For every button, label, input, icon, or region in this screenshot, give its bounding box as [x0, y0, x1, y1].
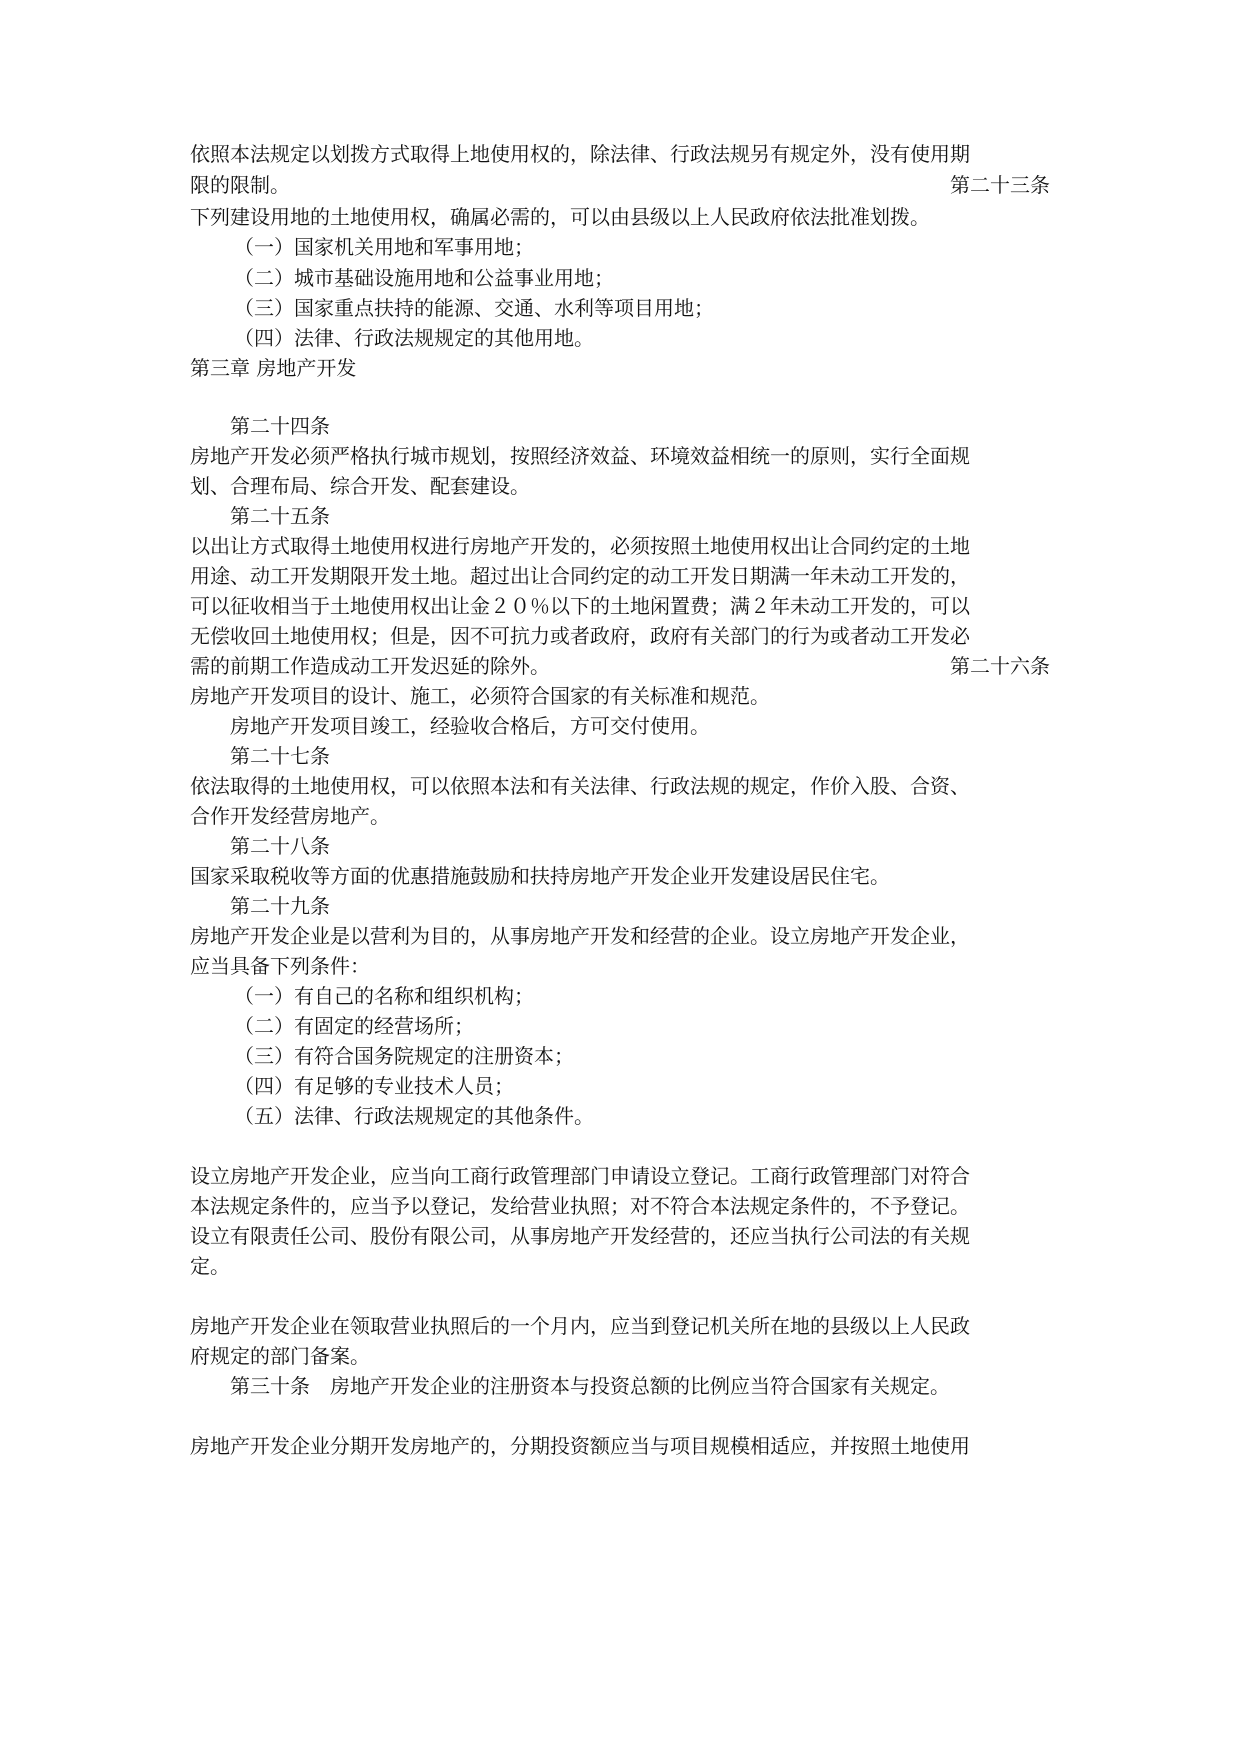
- text-line: [190, 294, 1050, 322]
- line-text: 需的前期工作造成动工开发迟延的除外。: [190, 654, 550, 678]
- text-line: [190, 1252, 1050, 1280]
- text-line: [190, 772, 1050, 800]
- line-text: （三）有符合国务院规定的注册资本；: [234, 1044, 574, 1068]
- line-text: 第二十四条: [230, 414, 330, 438]
- line-text: 房地产开发必须严格执行城市规划，按照经济效益、环境效益相统一的原则，实行全面规: [190, 444, 970, 468]
- line-text: 定。: [190, 1254, 230, 1278]
- text-line: [190, 922, 1050, 950]
- line-text: 应当具备下列条件：: [190, 954, 370, 978]
- line-text: （四）有足够的专业技术人员；: [234, 1074, 514, 1098]
- line-text: 第二十八条: [230, 834, 330, 858]
- text-line: [190, 562, 1050, 590]
- line-text: （三）国家重点扶持的能源、交通、水利等项目用地；: [234, 296, 714, 320]
- text-line: [190, 140, 1050, 168]
- line-text: （四）法律、行政法规规定的其他用地。: [234, 326, 594, 350]
- text-line: [190, 1012, 1050, 1040]
- line-text: （二）城市基础设施用地和公益事业用地；: [234, 266, 614, 290]
- line-text: 设立房地产开发企业，应当向工商行政管理部门申请设立登记。工商行政管理部门对符合: [190, 1164, 970, 1188]
- line-text: 第三章 房地产开发: [190, 356, 357, 380]
- text-line: [190, 1042, 1050, 1070]
- line-text: 第三十条 房地产开发企业的注册资本与投资总额的比例应当符合国家有关规定。: [230, 1374, 950, 1398]
- text-line: [190, 532, 1050, 560]
- text-line: [190, 203, 1050, 231]
- text-line: [190, 233, 1050, 261]
- text-line: [190, 802, 1050, 830]
- text-line: [190, 354, 1050, 382]
- line-text: 无偿收回土地使用权；但是，因不可抗力或者政府，政府有关部门的行为或者动工开发必: [190, 624, 970, 648]
- article-heading-right: 第二十三条: [950, 173, 1050, 197]
- text-line: [190, 592, 1050, 620]
- line-text: 第二十九条: [230, 894, 330, 918]
- text-line: [190, 324, 1050, 352]
- text-line: [190, 1102, 1050, 1130]
- text-line: [190, 952, 1050, 980]
- line-text: （二）有固定的经营场所；: [234, 1014, 474, 1038]
- line-text: 设立有限责任公司、股份有限公司，从事房地产开发经营的，还应当执行公司法的有关规: [190, 1224, 970, 1248]
- line-text: （一）国家机关用地和军事用地；: [234, 235, 534, 259]
- text-line: [190, 1192, 1050, 1220]
- line-text: 房地产开发项目竣工，经验收合格后，方可交付使用。: [230, 714, 710, 738]
- text-line: [190, 982, 1050, 1010]
- line-text: 合作开发经营房地产。: [190, 804, 390, 828]
- line-text: 划、合理布局、综合开发、配套建设。: [190, 474, 530, 498]
- line-text: 用途、动工开发期限开发土地。超过出让合同约定的动工开发日期满一年未动工开发的，: [190, 564, 970, 588]
- text-line: [190, 264, 1050, 292]
- line-text: （一）有自己的名称和组织机构；: [234, 984, 534, 1008]
- text-line: [190, 442, 1050, 470]
- text-line: [190, 171, 1050, 199]
- text-line: [190, 652, 1050, 680]
- text-line: [190, 472, 1050, 500]
- text-line: [190, 1432, 1050, 1460]
- text-line: [190, 1072, 1050, 1100]
- article-heading-right: 第二十六条: [950, 654, 1050, 678]
- line-text: 本法规定条件的，应当予以登记，发给营业执照；对不符合本法规定条件的，不予登记。: [190, 1194, 970, 1218]
- line-text: 依法取得的土地使用权，可以依照本法和有关法律、行政法规的规定，作价入股、合资、: [190, 774, 970, 798]
- text-line: [190, 502, 1050, 530]
- text-line: [190, 1342, 1050, 1370]
- line-text: 限的限制。: [190, 173, 290, 197]
- line-text: 可以征收相当于土地使用权出让金２０％以下的土地闲置费；满２年未动工开发的，可以: [190, 594, 970, 618]
- line-text: 房地产开发企业分期开发房地产的，分期投资额应当与项目规模相适应，并按照土地使用: [190, 1434, 970, 1458]
- line-text: 房地产开发企业是以营利为目的，从事房地产开发和经营的企业。设立房地产开发企业，: [190, 924, 970, 948]
- text-line: [190, 622, 1050, 650]
- line-text: 以出让方式取得土地使用权进行房地产开发的，必须按照土地使用权出让合同约定的土地: [190, 534, 970, 558]
- text-line: [190, 862, 1050, 890]
- text-line: [190, 832, 1050, 860]
- text-line: [190, 1222, 1050, 1250]
- line-text: 第二十七条: [230, 744, 330, 768]
- line-text: 依照本法规定以划拨方式取得上地使用权的，除法律、行政法规另有规定外，没有使用期: [190, 142, 970, 166]
- text-line: [190, 892, 1050, 920]
- line-text: 房地产开发项目的设计、施工，必须符合国家的有关标准和规范。: [190, 684, 770, 708]
- line-text: 房地产开发企业在领取营业执照后的一个月内，应当到登记机关所在地的县级以上人民政: [190, 1314, 970, 1338]
- line-text: （五）法律、行政法规规定的其他条件。: [234, 1104, 594, 1128]
- text-line: [190, 712, 1050, 740]
- text-line: [190, 1162, 1050, 1190]
- text-line: [190, 742, 1050, 770]
- line-text: 府规定的部门备案。: [190, 1344, 370, 1368]
- text-line: [190, 1372, 1050, 1400]
- line-text: 下列建设用地的土地使用权，确属必需的，可以由县级以上人民政府依法批准划拨。: [190, 205, 930, 229]
- text-line: [190, 682, 1050, 710]
- text-line: [190, 412, 1050, 440]
- line-text: 第二十五条: [230, 504, 330, 528]
- line-text: 国家采取税收等方面的优惠措施鼓励和扶持房地产开发企业开发建设居民住宅。: [190, 864, 890, 888]
- text-line: [190, 1312, 1050, 1340]
